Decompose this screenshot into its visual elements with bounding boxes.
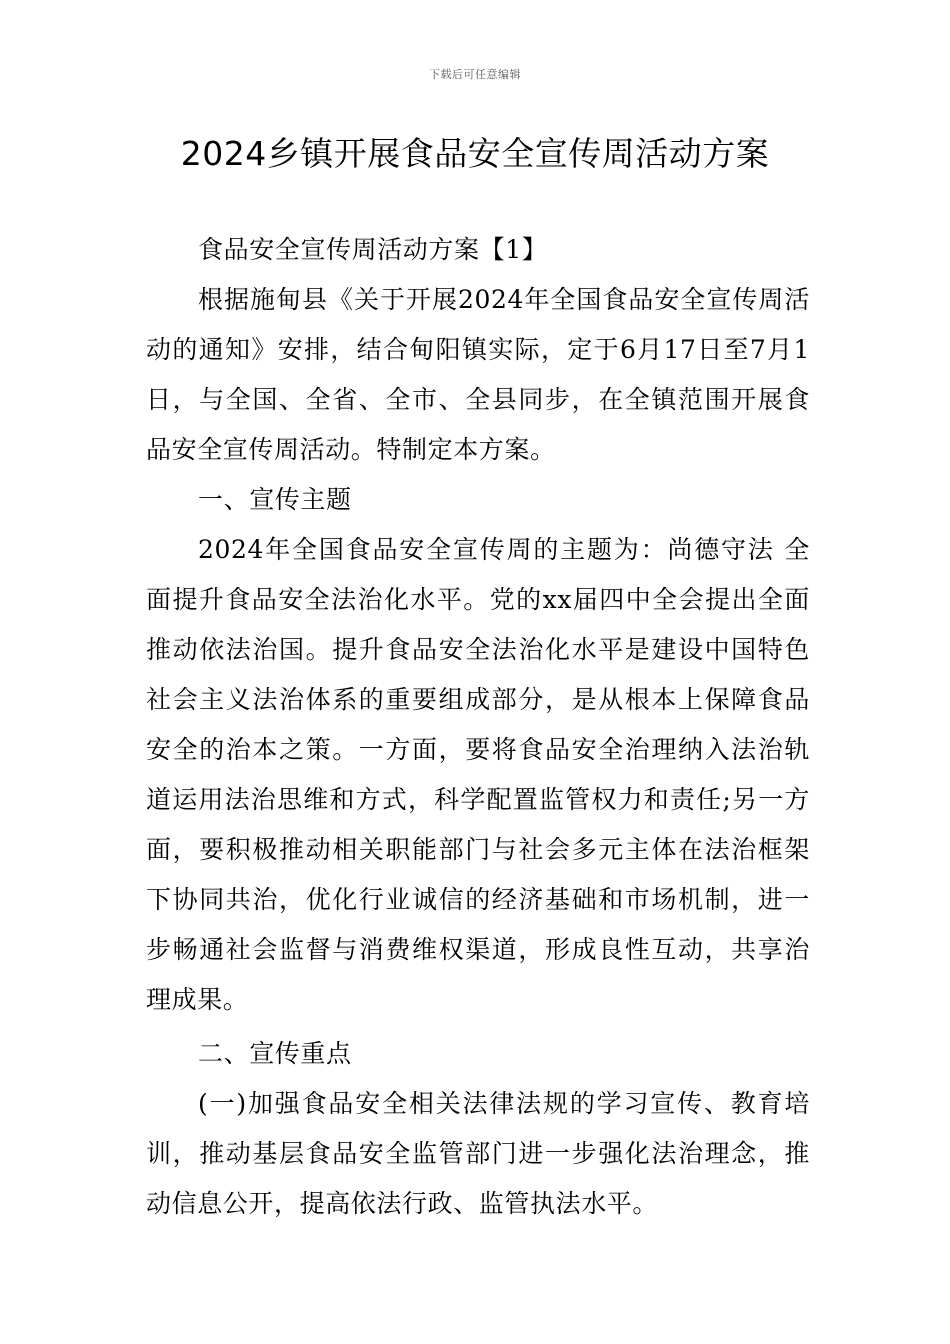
paragraph-theme: 2024年全国食品安全宣传周的主题为：尚德守法 全面提升食品安全法治化水平。党的xx届四中全会提出全面推动依法治国。提升食品安全法治化水平是建设中国特色社会主义法治体系的重要组成部分，是从根本上保障食品安全的治本之策。一方面，要将食品安全治理纳入法治轨道运用法治思维和方式，科学配置监管权力和责任;另一方面，要积极推动相关职能部门与社会多元主体在法治框架下协同共治，优化行业诚信的经济基础和市场机制，进一步畅通社会监督与消费维权渠道，形成良性互动，共享治理成果。 <box>146 535 810 1014</box>
header-note: 下载后可任意编辑 <box>429 68 521 81</box>
paragraph-subtitle: 食品安全宣传周活动方案【1】 <box>198 235 548 264</box>
document-body <box>146 225 810 1229</box>
section-heading-theme: 一、宣传主题 <box>198 485 352 514</box>
document-title: 2024乡镇开展食品安全宣传周活动方案 <box>180 134 770 173</box>
paragraph-focus-1: (一)加强食品安全相关法律法规的学习宣传、教育培训，推动基层食品安全监管部门进一步强化法治理念，推动信息公开，提高依法行政、监管执法水平。 <box>146 1089 810 1218</box>
paragraph-intro: 根据施甸县《关于开展2024年全国食品安全宣传周活动的通知》安排，结合甸阳镇实际，定于6月17日至7月1日，与全国、全省、全市、全县同步，在全镇范围开展食品安全宣传周活动。特制定本方案。 <box>146 285 810 464</box>
section-heading-focus: 二、宣传重点 <box>198 1039 352 1068</box>
